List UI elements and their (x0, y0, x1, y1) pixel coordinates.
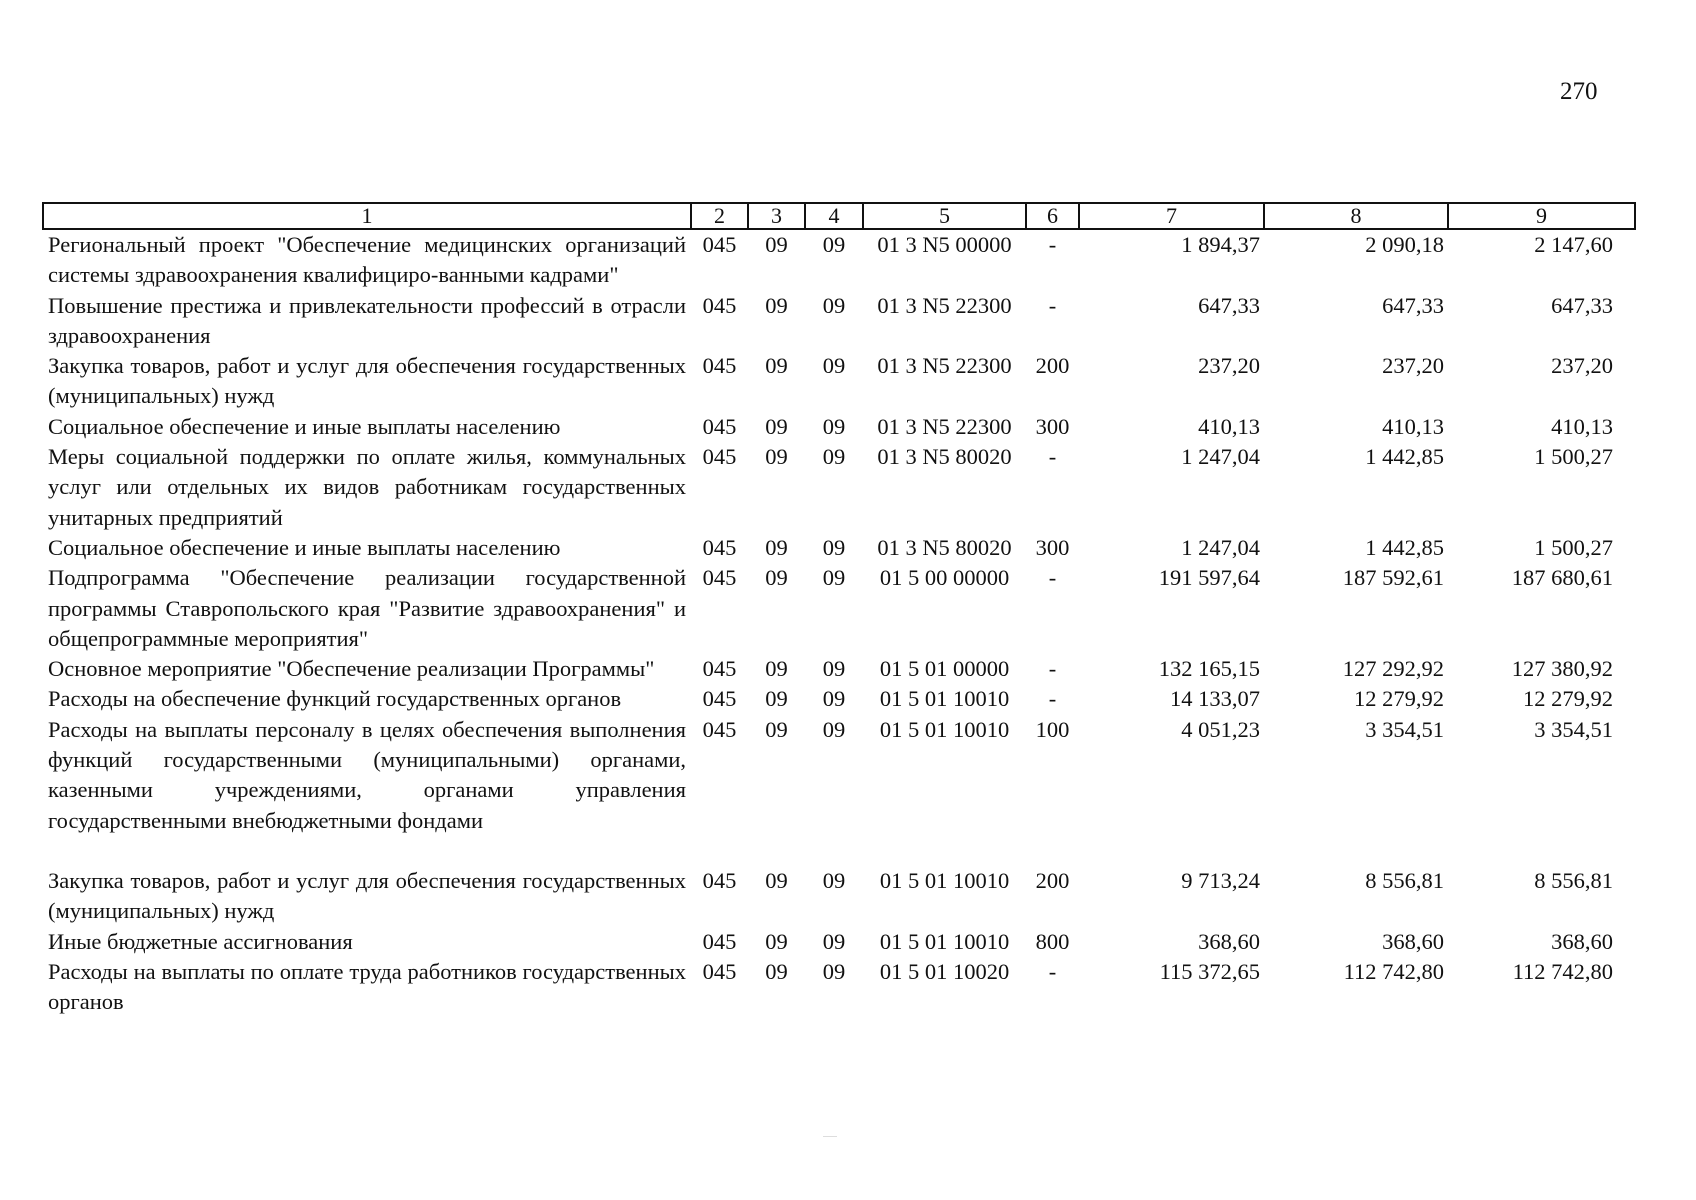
row-col-8: 237,20 (1382, 353, 1444, 379)
header-col-5: 5 (863, 203, 1026, 229)
row-col-7: 647,33 (1198, 292, 1260, 318)
header-row (43, 203, 1635, 229)
row-col-9: 12 279,92 (1523, 686, 1613, 712)
row-col-2: 045 (702, 444, 737, 470)
row-col-5: 01 5 01 10010 (879, 928, 1010, 954)
table-body (43, 229, 1635, 1017)
row-col-5: 01 3 N5 80020 (877, 444, 1012, 470)
row-col-6: - (1048, 656, 1057, 682)
row-col-9: 1 500,27 (1534, 534, 1613, 560)
budget-table (42, 202, 1636, 1017)
row-col-4: 09 (822, 958, 846, 984)
row-col-8: 112 742,80 (1343, 958, 1444, 984)
table-row (43, 927, 1635, 957)
row-name: Расходы на выплаты персоналу в целях обеспечения выполнения функций государственными (муниципальными) органами, казенными учреждениями, органами управления государственными внебюджетными фондами (48, 716, 686, 833)
row-col-4: 09 (822, 565, 846, 591)
row-col-9: 237,20 (1551, 353, 1613, 379)
row-col-3: 09 (765, 928, 788, 954)
table-header (43, 203, 1635, 229)
row-col-5: 01 3 N5 00000 (877, 232, 1012, 257)
row-name: Закупка товаров, работ и услуг для обеспечения государственных (муниципальных) нужд (48, 867, 686, 924)
table-row (43, 866, 1635, 927)
row-col-8: 3 354,51 (1365, 716, 1444, 742)
row-col-2: 045 (702, 928, 737, 954)
row-col-7: 1 247,04 (1181, 444, 1260, 470)
row-col-2: 045 (702, 353, 737, 379)
budget-table-container (42, 202, 1634, 1017)
row-col-2: 045 (702, 565, 737, 591)
table-row (43, 533, 1635, 563)
header-col-6: 6 (1026, 203, 1079, 229)
row-col-7: 191 597,64 (1158, 565, 1260, 591)
table-row (43, 291, 1635, 352)
row-col-6: - (1048, 292, 1057, 318)
table-row (43, 412, 1635, 442)
header-col-3: 3 (748, 203, 805, 229)
row-col-2: 045 (702, 292, 737, 318)
row-col-2: 045 (702, 716, 737, 742)
row-col-8: 187 592,61 (1342, 565, 1444, 591)
table-row (43, 563, 1635, 654)
row-name: Закупка товаров, работ и услуг для обеспечения государственных (муниципальных) нужд (48, 353, 686, 409)
row-name: Расходы на обеспечение функций государственных органов (48, 686, 622, 712)
row-col-7: 368,60 (1198, 928, 1260, 954)
row-col-6: 800 (1035, 928, 1070, 954)
row-col-3: 09 (765, 353, 788, 379)
row-name: Иные бюджетные ассигнования (48, 928, 353, 954)
row-col-3: 09 (765, 686, 788, 712)
table-row (43, 715, 1635, 866)
row-col-9: 368,60 (1551, 928, 1613, 954)
row-col-7: 4 051,23 (1181, 716, 1260, 742)
row-col-5: 01 5 00 00000 (879, 565, 1010, 591)
table-row (43, 684, 1635, 714)
row-col-4: 09 (822, 413, 846, 439)
row-col-7: 14 133,07 (1170, 686, 1260, 712)
table-row (43, 229, 1635, 291)
header-col-4: 4 (805, 203, 863, 229)
row-col-6: 300 (1035, 413, 1070, 439)
row-col-8: 12 279,92 (1354, 686, 1444, 712)
row-col-4: 09 (822, 928, 846, 954)
row-col-8: 1 442,85 (1365, 534, 1444, 560)
row-col-9: 1 500,27 (1534, 444, 1613, 470)
row-col-7: 115 372,65 (1159, 958, 1260, 984)
row-col-3: 09 (765, 565, 788, 591)
row-name: Социальное обеспечение и иные выплаты населению (48, 534, 561, 560)
row-name: Основное мероприятие "Обеспечение реализации Программы" (48, 656, 655, 682)
row-col-6: - (1048, 686, 1057, 712)
row-col-2: 045 (702, 232, 737, 257)
row-col-7: 9 713,24 (1181, 867, 1260, 893)
row-col-2: 045 (702, 413, 737, 439)
row-col-4: 09 (822, 292, 846, 318)
row-col-5: 01 3 N5 22300 (877, 353, 1012, 379)
row-col-8: 410,13 (1382, 413, 1444, 439)
row-col-3: 09 (765, 867, 788, 893)
row-col-3: 09 (765, 716, 788, 742)
header-col-7: 7 (1079, 203, 1264, 229)
page-number: 270 (1560, 78, 1598, 105)
row-col-5: 01 3 N5 80020 (877, 534, 1012, 560)
row-col-4: 09 (822, 716, 846, 742)
row-col-5: 01 3 N5 22300 (877, 413, 1012, 439)
scan-artifact (823, 1136, 837, 1137)
row-col-2: 045 (702, 958, 737, 984)
row-col-6: - (1048, 444, 1057, 470)
row-col-3: 09 (765, 958, 788, 984)
header-col-9: 9 (1448, 203, 1635, 229)
row-col-3: 09 (765, 444, 788, 470)
row-col-9: 647,33 (1551, 292, 1613, 318)
row-col-3: 09 (765, 413, 788, 439)
row-col-9: 410,13 (1551, 413, 1613, 439)
header-col-1: 1 (43, 203, 691, 229)
row-col-6: 300 (1035, 534, 1070, 560)
row-col-4: 09 (822, 656, 846, 682)
row-col-9: 127 380,92 (1511, 656, 1613, 682)
row-col-6: - (1048, 565, 1057, 591)
row-col-6: 100 (1035, 716, 1070, 742)
row-col-5: 01 5 01 10020 (879, 958, 1010, 984)
row-col-6: - (1048, 232, 1057, 257)
row-col-5: 01 5 01 10010 (879, 716, 1010, 742)
row-col-5: 01 5 01 10010 (879, 867, 1010, 893)
row-col-5: 01 5 01 00000 (879, 656, 1010, 682)
row-col-6: - (1048, 958, 1057, 984)
row-col-4: 09 (822, 444, 846, 470)
table-row (43, 654, 1635, 684)
row-col-3: 09 (765, 292, 788, 318)
table-row (43, 351, 1635, 412)
row-col-7: 132 165,15 (1158, 656, 1260, 682)
row-col-5: 01 5 01 10010 (879, 686, 1010, 712)
row-col-4: 09 (822, 686, 846, 712)
row-col-8: 127 292,92 (1342, 656, 1444, 682)
header-col-8: 8 (1264, 203, 1448, 229)
row-col-8: 2 090,18 (1365, 232, 1444, 257)
row-col-7: 1 894,37 (1181, 232, 1260, 257)
row-col-5: 01 3 N5 22300 (877, 292, 1012, 318)
row-name: Расходы на выплаты по оплате труда работников государственных органов (48, 958, 686, 1015)
table-row (43, 442, 1635, 533)
row-col-6: 200 (1035, 353, 1070, 379)
row-col-4: 09 (822, 353, 846, 379)
row-col-4: 09 (822, 534, 846, 560)
row-col-8: 647,33 (1382, 292, 1444, 318)
table-row (43, 957, 1635, 1018)
row-col-7: 410,13 (1198, 413, 1260, 439)
row-name: Социальное обеспечение и иные выплаты населению (48, 413, 561, 439)
row-col-9: 2 147,60 (1534, 232, 1613, 257)
row-col-9: 112 742,80 (1512, 958, 1613, 984)
row-col-2: 045 (702, 534, 737, 560)
row-col-9: 3 354,51 (1534, 716, 1613, 742)
row-col-7: 1 247,04 (1181, 534, 1260, 560)
row-col-2: 045 (702, 656, 737, 682)
row-col-3: 09 (765, 534, 788, 560)
row-col-4: 09 (822, 232, 846, 257)
row-col-4: 09 (822, 867, 846, 893)
row-name: Повышение престижа и привлекательности профессий в отрасли здравоохранения (48, 292, 686, 348)
row-col-8: 368,60 (1382, 928, 1444, 954)
row-name: Региональный проект "Обеспечение медицинских организаций системы здравоохранения квалифициро-ванными кадрами" (48, 232, 686, 288)
row-col-9: 187 680,61 (1511, 565, 1613, 591)
row-col-2: 045 (702, 867, 737, 893)
row-col-6: 200 (1035, 867, 1070, 893)
row-name: Меры социальной поддержки по оплате жилья, коммунальных услуг или отдельных их видов работникам государственных унитарных предприятий (48, 444, 686, 530)
row-name: Подпрограмма "Обеспечение реализации государственной программы Ставропольского края "Развитие здравоохранения" и общепрограммные мероприятия" (48, 565, 686, 651)
row-col-9: 8 556,81 (1534, 867, 1613, 893)
row-col-3: 09 (765, 656, 788, 682)
row-col-3: 09 (765, 232, 788, 257)
row-col-2: 045 (702, 686, 737, 712)
row-col-8: 1 442,85 (1365, 444, 1444, 470)
row-col-8: 8 556,81 (1365, 867, 1444, 893)
row-col-7: 237,20 (1198, 353, 1260, 379)
header-col-2: 2 (691, 203, 748, 229)
